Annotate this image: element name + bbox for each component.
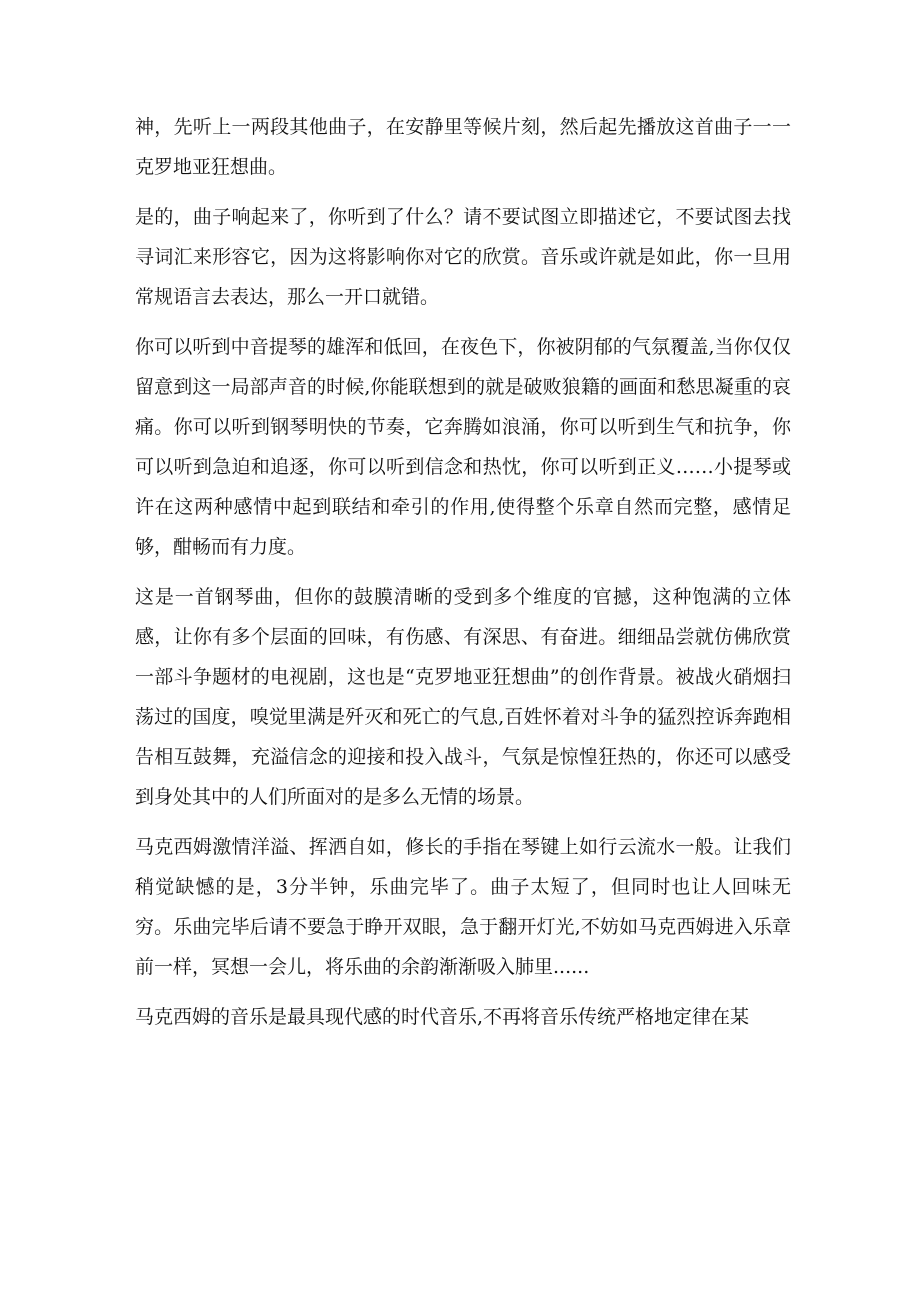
paragraph-3: 你可以听到中音提琴的雄浑和低回，在夜色下，你被阴郁的气氛覆盖,当你仅仅留意到这一局部声音的时候,你能联想到的就是破败狼籍的画面和愁思凝重的哀痛。你可以听到钢琴明快的节奏，它奔腾如浪涌，你可以听到生气和抗争，你可以听到急迫和追逐，你可以听到信念和热忱，你可以听到正义……小提琴或许在这两种感情中起到联结和牵引的作用,使得整个乐章自然而完整，感情足够，酣畅而有力度。 (135, 336, 791, 558)
paragraph-5: 马克西姆激情洋溢、挥洒自如，修长的手指在琴键上如行云流水一般。让我们稍觉缺憾的是，3分半钟，乐曲完毕了。曲子太短了，但同时也让人回味无穷。乐曲完毕后请不要急于睁开双眼，急于翻开灯光,不妨如马克西姆进入乐章前一样，冥想一会儿，将乐曲的余韵渐渐吸入肺里...... (135, 836, 791, 978)
paragraph-6: 马克西姆的音乐是最具现代感的时代音乐,不再将音乐传统严格地定律在某 (135, 1006, 750, 1028)
paragraph-2: 是的，曲子响起来了，你听到了什么？请不要试图立即描述它，不要试图去找寻词汇来形容它，因为这将影响你对它的欣赏。音乐或许就是如此，你一旦用常规语言去表达，那么一开口就错。 (135, 206, 791, 308)
paragraph-1: 神，先听上一两段其他曲子，在安静里等候片刻，然后起先播放这首曲子一一克罗地亚狂想曲。 (135, 116, 791, 178)
document-body (135, 107, 791, 1047)
paragraph-4: 这是一首钢琴曲，但你的鼓膜清晰的受到多个维度的官撼，这种饱满的立体感，让你有多个层面的回味，有伤感、有深思、有奋进。细细品尝就仿佛欣赏一部斗争题材的电视剧，这也是“克罗地亚狂想曲”的创作背景。被战火硝烟扫荡过的国度，嗅觉里满是歼灭和死亡的气息,百姓怀着对斗争的猛烈控诉奔跑相告相互鼓舞，充溢信念的迎接和投入战斗，气氛是惊惶狂热的，你还可以感受到身处其中的人们所面对的是多么无情的场景。 (135, 586, 791, 808)
